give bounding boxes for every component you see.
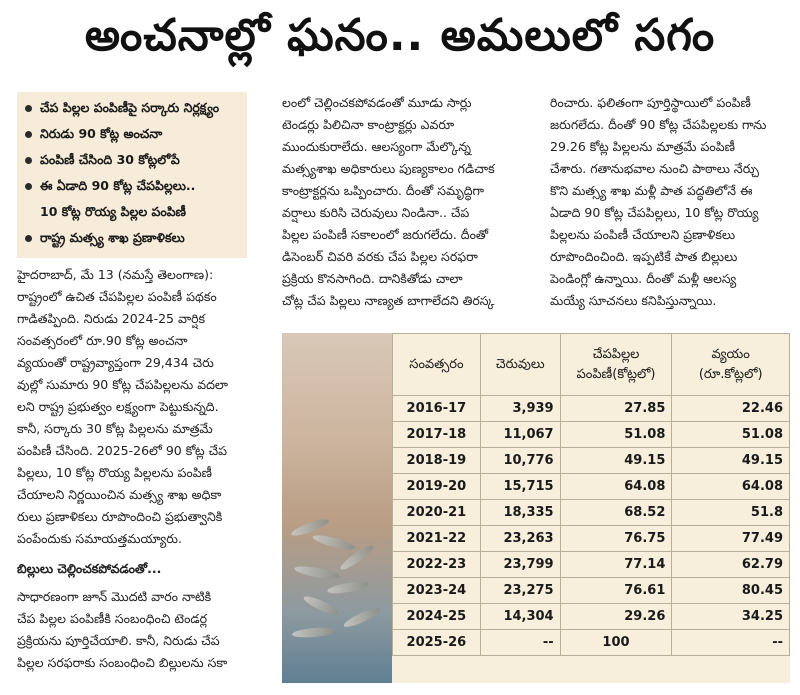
article-line: రాష్ట్రంలో ఉచిత చేపపిల్లల పంపిణీ పథకం <box>17 289 217 304</box>
fish-cell: 100 <box>560 630 672 656</box>
bullet-icon <box>25 105 32 112</box>
fish-cell: 68.52 <box>560 500 672 526</box>
cost-cell: -- <box>672 630 790 656</box>
year-cell: 2018-19 <box>393 448 481 474</box>
article-column-1 <box>17 264 265 674</box>
article-line: జరుగలేదు. దీంతో 90 కోట్ల చేపపిల్లలకు గాను <box>550 117 767 132</box>
cost-cell: 64.08 <box>672 474 790 500</box>
fish-cell: 49.15 <box>560 448 672 474</box>
ponds-cell: 10,776 <box>480 448 560 474</box>
ponds-cell: 23,275 <box>480 578 560 604</box>
highlight-item <box>23 227 241 253</box>
fish-distribution-table-panel <box>392 333 790 683</box>
article-line: వర్షాలు కురిసి చెరువులు నిండినా.. చేప <box>282 205 470 220</box>
article-line: వుల్లో సుమారు 90 కోట్ల చేపపిల్లలను వదలా <box>17 377 228 392</box>
highlight-text: పంపిణీ చేసింది 30 కోట్లలోపే <box>40 152 180 167</box>
bullet-icon <box>25 183 32 190</box>
fish-shape <box>327 579 370 595</box>
article-line: కానీ, సర్కారు 30 కోట్ల పిల్లలను మాత్రమే <box>17 421 213 436</box>
table-row <box>393 500 790 526</box>
header-cost: వ్యయం (రూ.కోట్లలో) <box>672 334 790 396</box>
fish-cell: 76.61 <box>560 578 672 604</box>
article-line: ముందుకురాలేదు. ఆలస్యంగా మేల్కొన్న <box>282 139 471 154</box>
highlight-item <box>23 97 241 123</box>
table-row <box>393 448 790 474</box>
year-cell: 2020-21 <box>393 500 481 526</box>
fish-cell: 29.26 <box>560 604 672 630</box>
table-row <box>393 526 790 552</box>
header-year: సంవత్సరం <box>393 334 481 396</box>
year-cell: 2016-17 <box>393 396 481 422</box>
article-line: వ్యయంతో రాష్ట్రవ్యాప్తంగా 29,434 చెరు <box>17 355 214 370</box>
fish-shape <box>292 626 337 639</box>
fish-in-hands-photo <box>282 333 392 683</box>
cost-cell: 80.45 <box>672 578 790 604</box>
headline: అంచనాల్లో ఘనం.. అమలులో సగం <box>84 10 716 61</box>
article-line: పిల్లల పంపిణీ సకాలంలో జరుగలేదు. దీంతో <box>282 227 489 242</box>
highlights-box <box>17 92 247 258</box>
fish-shape <box>342 605 382 630</box>
article-line: చేయాలని నిర్ణయించిన మత్స్య శాఖ అధికా <box>17 487 222 502</box>
article-line: డిసెంబర్ చివరి వరకు చేప పిల్లల సరఫరా <box>282 249 478 264</box>
article-line: రూపొందించింది. ఇప్పటికే పాత బిల్లులు <box>550 249 738 264</box>
article-line: పంపేందుకు సమాయత్తమయ్యారు. <box>17 531 182 546</box>
article-line: కొని మత్స్య శాఖ మళ్లీ పాత పద్ధతిలోనే ఈ <box>550 183 753 198</box>
bullet-icon <box>25 157 32 164</box>
table-header-row <box>393 334 790 396</box>
highlight-item <box>23 201 241 227</box>
article-line: 29.26 కోట్ల పిల్లలను మాత్రమే పంపిణీ <box>550 139 735 154</box>
highlight-item <box>23 123 241 149</box>
article-line: పిల్లలను పంపిణీ చేయాలని ప్రణాళికలు <box>550 227 736 242</box>
article-line: లంలో చెల్లించకపోవడంతో మూడు సార్లు <box>282 95 472 110</box>
ponds-cell: -- <box>480 630 560 656</box>
article-line: సాధారణంగా జూన్ మొదటి వారం నాటికి <box>17 589 212 604</box>
article-line: మత్స్యశాఖ అధికారులు పుణ్యకాలం గడిచాక <box>282 161 495 176</box>
fish-cell: 27.85 <box>560 396 672 422</box>
table-row <box>393 474 790 500</box>
cost-cell: 34.25 <box>672 604 790 630</box>
article-column-3 <box>550 92 790 312</box>
article-line: చేశారు. గతానుభవాల నుంచి పాఠాలు నేర్చు <box>550 161 759 176</box>
ponds-cell: 18,335 <box>480 500 560 526</box>
cost-cell: 51.8 <box>672 500 790 526</box>
article-column-2 <box>282 92 534 312</box>
cost-cell: 62.79 <box>672 552 790 578</box>
cost-cell: 77.49 <box>672 526 790 552</box>
ponds-cell: 23,799 <box>480 552 560 578</box>
fish-cell: 64.08 <box>560 474 672 500</box>
highlight-text: నిరుడు 90 కోట్ల అంచనా <box>40 126 163 141</box>
fish-cell: 51.08 <box>560 422 672 448</box>
highlight-text: ఈ ఏడాది 90 కోట్ల చేపపిల్లలు.. <box>40 178 196 193</box>
table-row <box>393 396 790 422</box>
year-cell: 2024-25 <box>393 604 481 630</box>
ponds-cell: 23,263 <box>480 526 560 552</box>
article-line: ప్రక్రియ కొనసాగింది. దానికితోడు చాలా <box>282 271 463 286</box>
header-ponds: చెరువులు <box>480 334 560 396</box>
bullet-icon <box>25 131 32 138</box>
article-subhead: బిల్లులు చెల్లించకపోవడంతో... <box>17 561 162 576</box>
article-line: సంవత్సరంలో రూ.90 కోట్ల అంచనా <box>17 333 188 348</box>
article-line: పిల్లలు, 10 కోట్ల రొయ్య పిల్లలను పంపిణీ <box>17 465 212 480</box>
article-line: పెండింగ్లో ఉన్నాయి. దీంతో మళ్లీ ఆలస్య <box>550 271 737 286</box>
ponds-cell: 14,304 <box>480 604 560 630</box>
fish-cell: 77.14 <box>560 552 672 578</box>
table-row <box>393 422 790 448</box>
article-line: గాడితప్పింది. నిరుడు 2024-25 వార్షిక <box>17 311 206 326</box>
article-line: మయ్యే సూచనలు కనిపిస్తున్నాయి. <box>550 293 717 308</box>
highlight-text: రాష్ట్ర మత్స్య శాఖ ప్రణాళికలు <box>40 230 185 245</box>
year-cell: 2017-18 <box>393 422 481 448</box>
fish-distribution-table <box>392 333 790 656</box>
article-line: కాంట్రాక్టర్లను ఒప్పించారు. దీంతో సమృద్ధిగా <box>282 183 485 198</box>
fish-cell: 76.75 <box>560 526 672 552</box>
article-line: రించారు. ఫలితంగా పూర్తిస్థాయిలో పంపిణీ <box>550 95 751 110</box>
article-line: హైదరాబాద్, మే 13 (నమస్తే తెలంగాణ): <box>17 267 214 282</box>
year-cell: 2022-23 <box>393 552 481 578</box>
article-line: ప్రక్రియను పూర్తిచేయాలి. కానీ, నిరుడు చేప <box>17 633 220 648</box>
article-line: రులు ప్రణాళికలు రూపొందించి ప్రభుత్వానికి <box>17 509 223 524</box>
cost-cell: 22.46 <box>672 396 790 422</box>
article-line: టెండర్లు పిలిచినా కాంట్రాక్టర్లు ఎవరూ <box>282 117 455 132</box>
highlight-item <box>23 149 241 175</box>
cost-cell: 49.15 <box>672 448 790 474</box>
table-row <box>393 630 790 656</box>
article-line: చేప పిల్లల పంపిణీకి సంబంధించి టెండర్ల <box>17 611 208 626</box>
year-cell: 2023-24 <box>393 578 481 604</box>
table-row <box>393 552 790 578</box>
year-cell: 2019-20 <box>393 474 481 500</box>
cost-cell: 51.08 <box>672 422 790 448</box>
bullet-icon <box>25 235 32 242</box>
article-line: పంపిణీ చేసింది. 2025-26లో 90 కోట్ల చేప <box>17 443 228 458</box>
highlight-item <box>23 175 241 201</box>
article-line: పిల్లల సరఫరాకు సంబంధించి బిల్లులను సకా <box>17 655 228 670</box>
article-line: లని రాష్ట్ర ప్రభుత్వం లక్ష్యంగా పెట్టుకున్నది. <box>17 399 219 414</box>
year-cell: 2021-22 <box>393 526 481 552</box>
ponds-cell: 15,715 <box>480 474 560 500</box>
header-fish: చేపపిల్లల పంపిణీ(కోట్లలో) <box>560 334 672 396</box>
table-row <box>393 578 790 604</box>
ponds-cell: 3,939 <box>480 396 560 422</box>
fish-shape <box>312 532 357 552</box>
ponds-cell: 11,067 <box>480 422 560 448</box>
year-cell: 2025-26 <box>393 630 481 656</box>
table-row <box>393 604 790 630</box>
fish-shape <box>302 593 340 617</box>
highlight-text: చేప పిల్లల పంపిణీపై సర్కారు నిర్లక్ష్యం <box>40 100 220 115</box>
fish-shape <box>294 564 341 581</box>
highlight-text: 10 కోట్ల రొయ్య పిల్లల పంపిణీ <box>40 204 186 219</box>
article-line: ఏడాది 90 కోట్ల చేపపిల్లలు, 10 కోట్ల రొయ్య <box>550 205 759 220</box>
article-line: చోట్ల చేప పిల్లలు నాణ్యత బాగాలేదని తిరస్క <box>282 293 495 308</box>
